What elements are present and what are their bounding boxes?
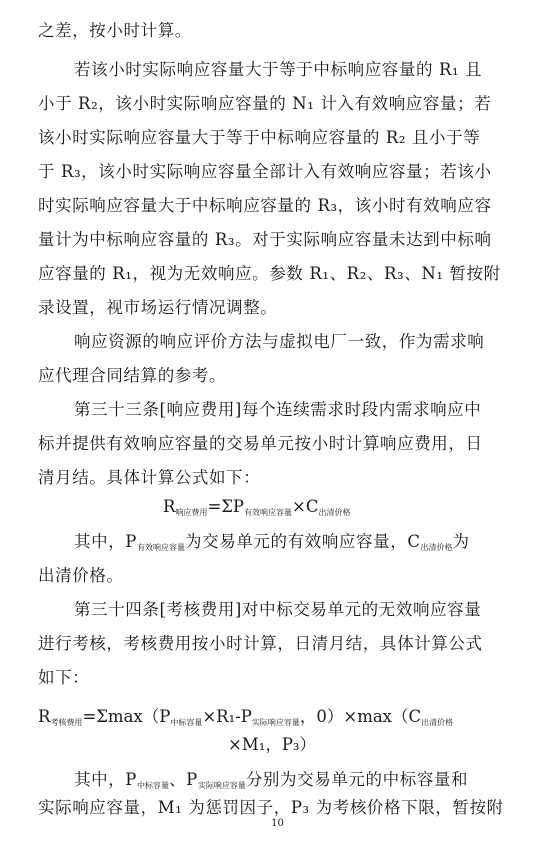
formula-assessment-fee bbox=[38, 706, 453, 734]
formula-symbol: =Σmax（P bbox=[82, 707, 171, 726]
text-span: 为交易单元的有效响应容量，C bbox=[185, 532, 421, 551]
formula-subscript: 实际响应容量 bbox=[251, 718, 300, 727]
text-line: 应代理合同结算的参考。 bbox=[38, 366, 227, 385]
text-span: 为 bbox=[452, 532, 470, 551]
text-line: 应容量的 R₁，视为无效响应。参数 R₁、R₂、R₃、N₁ 暂按附 bbox=[38, 264, 501, 283]
text-line: 标并提供有效响应容量的交易单元按小时计算响应费用，日 bbox=[38, 434, 483, 453]
formula-subscript: 有效响应容量 bbox=[244, 508, 293, 517]
text-line: 出清价格。 bbox=[38, 566, 124, 585]
text-line: 如下： bbox=[38, 668, 90, 687]
text-line: 量计为中标响应容量的 R₃。对于实际响应容量未达到中标响 bbox=[38, 230, 492, 249]
formula-symbol: ×R₁-P bbox=[202, 707, 252, 726]
formula-symbol: R bbox=[163, 497, 176, 516]
formula-symbol: ，0）×max（C bbox=[299, 707, 422, 726]
text-line: 该小时实际响应容量大于等于中标响应容量的 R₂ 且小于等 bbox=[38, 128, 481, 147]
formula-symbol: ×C bbox=[292, 497, 319, 516]
formula-symbol: R bbox=[38, 707, 51, 726]
formula-response-fee bbox=[163, 496, 350, 524]
text-subscript: 实际响应容量 bbox=[197, 781, 246, 790]
formula-subscript: 响应费用 bbox=[175, 508, 208, 517]
text-line: 录设置，视市场运行情况调整。 bbox=[38, 298, 278, 317]
text-span: 分别为交易单元的中标容量和 bbox=[245, 770, 469, 789]
text-line: 清月结。具体计算公式如下： bbox=[38, 468, 261, 487]
text-subscript: 有效响应容量 bbox=[137, 543, 186, 552]
text-line bbox=[74, 769, 468, 797]
text-line: 第三十三条[响应费用]每个连续需求时段内需求响应中 bbox=[74, 400, 482, 419]
formula-subscript: 出清价格 bbox=[318, 508, 351, 517]
text-line: 进行考核，考核费用按小时计算，日清月结，具体计算公式 bbox=[38, 634, 483, 653]
text-subscript: 出清价格 bbox=[420, 543, 453, 552]
text-line: 若该小时实际响应容量大于等于中标响应容量的 R₁ 且 bbox=[74, 60, 483, 79]
formula-subscript: 出清价格 bbox=[421, 718, 454, 727]
text-span: 、P bbox=[169, 770, 198, 789]
text-subscript: 中标容量 bbox=[137, 781, 170, 790]
text-span: 其中，P bbox=[74, 532, 138, 551]
formula-subscript: 中标容量 bbox=[170, 718, 203, 727]
text-line: 于 R₃，该小时实际响应容量全部计入有效响应容量；若该小 bbox=[38, 162, 492, 181]
text-line: 响应资源的响应评价方法与虚拟电厂一致，作为需求响 bbox=[74, 332, 485, 351]
formula-symbol: =ΣP bbox=[207, 497, 245, 516]
page-number: 10 bbox=[271, 818, 284, 829]
text-span: 其中，P bbox=[74, 770, 138, 789]
text-line: 小于 R₂，该小时实际响应容量的 N₁ 计入有效响应容量；若 bbox=[38, 94, 492, 113]
text-line: 之差，按小时计算。 bbox=[38, 21, 192, 40]
formula-subscript: 考核费用 bbox=[50, 718, 83, 727]
text-line bbox=[74, 531, 470, 559]
text-line: 实际响应容量，M₁ 为惩罚因子，P₃ 为考核价格下限，暂按附 bbox=[38, 798, 504, 817]
text-line: 第三十四条[考核费用]对中标交易单元的无效响应容量 bbox=[74, 600, 482, 619]
text-line: 时实际响应容量大于中标响应容量的 R₃，该小时有效响应容 bbox=[38, 196, 492, 215]
formula-assessment-fee-cont: ×M₁，P₃） bbox=[228, 735, 317, 754]
